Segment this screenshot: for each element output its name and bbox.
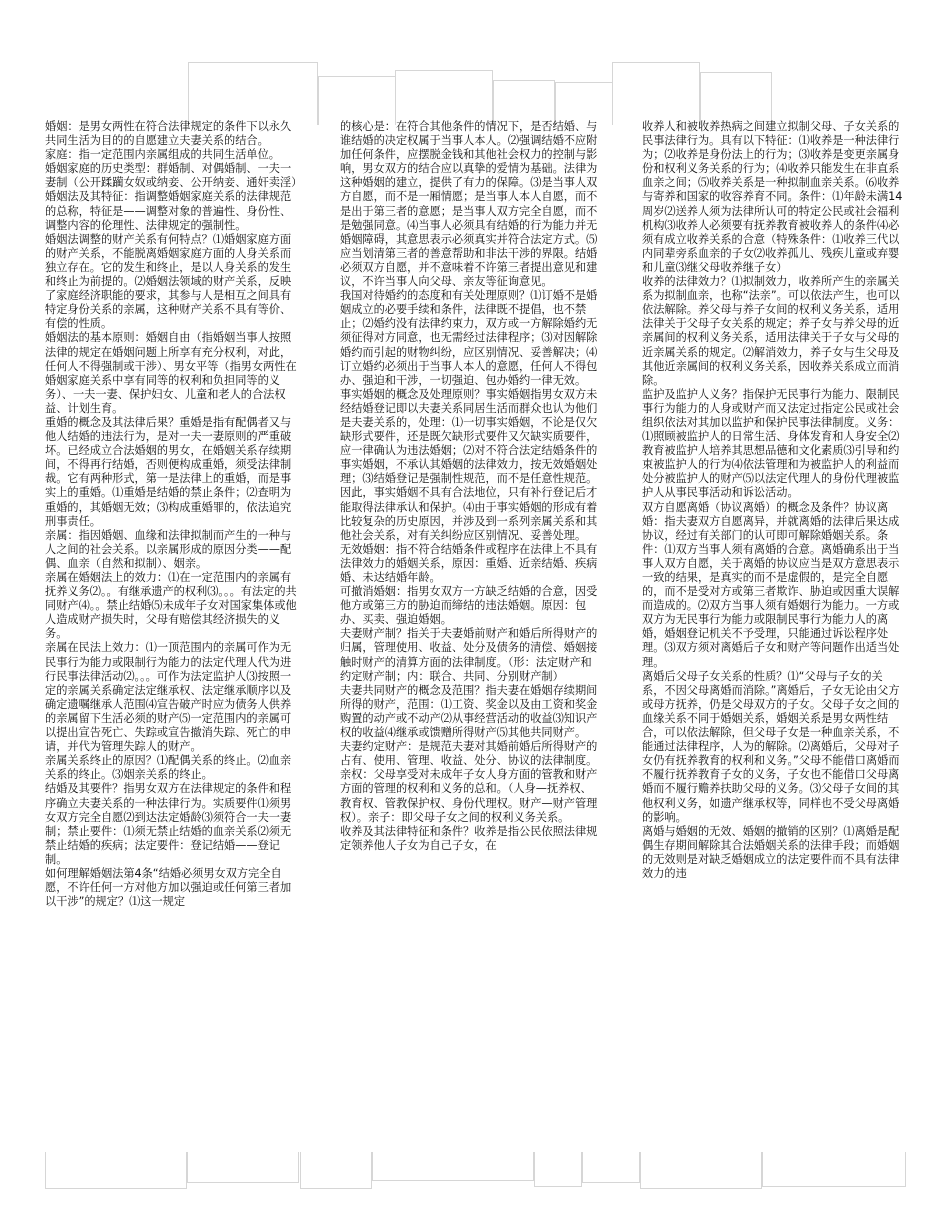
para-article-4: 如何理解婚姻法第4条“结婚必须男女双方完全自愿，不许任何一方对他方加以强迫或任何第三者加以干涉”的规定？⑴这一规定 xyxy=(45,866,292,909)
para-voidable-marriage: 可撤消婚姻：指男女双方一方缺乏结婚的合意，因受他方或第三方的胁迫而缔结的违法婚姻。原因：包办、买卖、强迫婚姻。 xyxy=(340,585,598,627)
para-marriage-definition: 婚姻：是男女两性在符合法律规定的条件下以永久共同生活为目的的自愿建立夫妻关系的结合。 xyxy=(45,120,292,148)
para-marital-property-system: 夫妻财产制？指关于夫妻婚前财产和婚后所得财产的归属，管理使用、收益、处分及债务的清偿、婚姻接触时财产的清算方面的法律制度。（形：法定财产和约定财产制；内：联合、共同、分别财产制） xyxy=(340,627,598,683)
para-family-definition: 家庭：指一定范围内亲属组成的共同生活单位。 xyxy=(45,148,280,162)
header-frame-3 xyxy=(395,70,493,125)
footer-frame-5 xyxy=(534,1152,582,1187)
para-de-facto-marriage: 事实婚姻的概念及处理原则？事实婚姻指男女双方未经结婚登记即以夫妻关系同居生活而群众也认为他们是夫妻关系的，处理：⑴一切事实婚姻，不论是仅欠缺形式要件，还是既欠缺形式要件又欠缺实质要件，应一律确认为违法婚姻；⑵对不符合法定结婚条件的事实婚姻，不承认其婚姻的法律效力，按无效婚姻处理；⑶结婚登记是强制性规范，而不是任意性规范。因此，事实婚姻不具有合法地位，只有补行登记后才能取得法律承认和保护。⑷由于事实婚姻的形成有着比较复杂的历史原因，并涉及到一系列亲属关系和其他社会关系，对有关纠纷应区别情况、妥善处理。 xyxy=(340,387,598,542)
para-relatives-civil-law-effect: 亲属在民法上效力：⑴一顶范围内的亲属可作为无民事行为能力或限制行为能力的法定代理人代为进行民事法律活动⑵。。。可作为法定监护人⑶按照一定的亲属关系确定法定继承权、法定继承顺序以及确定遗嘱继承人范围⑷宣告破产时应为债务人供养的亲属留下生活必须的财产⑸一定范围内的亲属可以提出宣告死亡、失踪或宣告撤消失踪、死亡的申请，并代为管理失踪人的财产。 xyxy=(45,641,292,754)
text-column-3 xyxy=(642,120,904,881)
text-column-1 xyxy=(45,120,303,909)
para-divorce-vs-void: 离婚与婚姻的无效、婚姻的撤销的区别？⑴离婚是配偶生存期间解除其合法婚姻关系的法律手段；而婚姻的无效则是对缺乏婚姻成立的法定要件而不具有法律效力的违 xyxy=(642,824,900,880)
para-relatives: 亲属：指因婚姻、血缘和法律拟制而产生的一种与人之间的社会关系。以亲属形成的原因分类——配偶、血亲（自然和拟制）、姻亲。 xyxy=(45,528,292,570)
para-void-marriage: 无效婚姻：指不符合结婚条件或程序在法律上不具有法律效力的婚姻关系，原因：重婚、近亲结婚、疾病婚、未达结婚年龄。 xyxy=(340,542,598,584)
footer-frame-1 xyxy=(45,1152,187,1189)
para-basic-principles: 婚姻法的基本原则：婚姻自由（指婚姻当事人按照法律的规定在婚姻问题上所享有充分权利，对此，任何人不得强制或干涉）、男女平等（指男女两性在婚姻家庭关系中享有同等的权利和负担同等的义务）、一夫一妻、保护妇女、儿童和老人的合法权益、计划生育。 xyxy=(45,331,297,415)
para-parental-rights: 亲权：父母享受对未成年子女人身方面的管教和财产方面的管理的权利和义务的总和。（人身—抚养权、教育权、管教保护权、身份代理权。财产—财产管理权）。亲子：即父母子女之间的权利义务关系。 xyxy=(340,768,598,824)
para-marriage-history-types: 婚姻家庭的历史类型：群婚制、对偶婚制、一夫一妻制（公开蹂躏女奴或纳妾、公开纳妾、通奸卖淫） xyxy=(45,162,303,190)
para-adoption-effect: 收养的法律效力？⑴拟制效力，收养所产生的亲属关系为拟制血亲，也称“法亲”。可以依法产生，也可以依法解除。养父母与养子女间的权利义务关系，适用法律关于父母子女关系的规定；养子女与养父母的近亲属间的权利义务关系，适用法律关于子女与父母的近亲属关系的规定。⑵解消效力，养子女与生父母及其他近亲属间的权利义务关系，因收养关系成立而消除。 xyxy=(642,275,900,387)
para-relatives-termination: 亲属关系终止的原因？⑴配偶关系的终止。⑵血亲关系的终止。⑶姻亲关系的终止。 xyxy=(45,754,292,782)
para-adoption-cont: 收养人和被收养热病之间建立拟制父母、子女关系的民事法律行为。具有以下特征：⑴收养是一种法律行为；⑵收养是身份法上的行为；⑶收养是变更亲属身份和权利义务关系的行为；⑷收养只能发生在非直系血亲之间；⑸收养关系是一种拟制血亲关系。⑹收养与寄养和国家的收容养育不同。条件：⑴年龄未满14周岁⑵送养人须为法律所认可的特定公民或社会福利机构⑶收养人必须要有抚养教育被收养人的条件⑷必须有成立收养关系的合意（特殊条件：⑴收养三代以内同辈旁系血亲的子女⑵收养孤儿、残疾儿童或弃婴和儿童⑶继父母收养继子女） xyxy=(642,120,903,274)
para-post-divorce-parent-child: 离婚后父母子女关系的性质？⑴“父母与子女的关系，不因父母离婚而消除。”离婚后，子女无论由父方或母方抚养，仍是父母双方的子女。父母子女之间的血缘关系不同于婚姻关系，婚姻关系是男女两性结合，可以依法解除，但父母子女是一种血亲关系，不能通过法律程序，人为的解除。⑵离婚后，父母对子女仍有抚养教育的权利和义务。”父母不能借口离婚而不履行抚养教育子女的义务，子女也不能借口父母离婚而不履行赡养扶助父母的义务。⑶父母子女间的其他权利义务，如遗产继承权等，同样也不受父母离婚的影响。 xyxy=(642,669,900,824)
footer-frame-2 xyxy=(187,1152,299,1183)
text-column-2 xyxy=(340,120,602,853)
para-guardianship: 监护及监护人义务？指保护无民事行为能力、限制民事行为能力的人身或财产而又法定过指定公民或社会组织依法对其加以监护和保护民事法律制度。义务：⑴照顾被监护人的日常生活、身体发育和人身安全⑵教育被监护人培养其思想品德和文化素质⑶引导和约束被监护人的行为⑷依法管理和为被监护人的利益而处分被监护人的财产⑸以法定代理人的身份代理被监护人从事民事活动和诉讼活动。 xyxy=(642,387,900,500)
header-frame-1 xyxy=(188,62,318,125)
para-article-4-cont: 的核心是：在符合其他条件的情况下，是否结婚、与谁结婚的决定权属于当事人本人。⑵强调结婚不应附加任何条件，应摆脱金钱和其他社会权力的控制与影响，男女双方的结合应以真挚的爱情为基础。法律为这种婚姻的建立，提供了有力的保障。⑶是当事人双方自愿，而不是一厢情愿；是当事人本人自愿，而不是出于第三者的意愿；是当事人双方完全自愿，而不是勉强同意。⑷当事人必须具有结婚的行为能力并无婚姻障碍，其意思表示必须真实并符合法定方式。⑸应当划清第三者的善意帮助和非法干涉的界限。结婚必须双方自愿，并不意味着不许第三者提出意见和建议，不许当事人向父母、亲友等征询意见。 xyxy=(340,120,598,289)
para-marriage-requirements: 结婚及其要件？指男女双方在法律规定的条件和程序确立夫妻关系的一种法律行为。实质要件⑴须男女双方完全自愿⑵到达法定婚龄⑶须符合一夫一妻制；禁止要件：⑴须无禁止结婚的血亲关系⑵须无禁止结婚的疾病；法定要件：登记结婚——登记制。 xyxy=(45,782,292,866)
para-divorce-by-agreement: 双方自愿离婚（协议离婚）的概念及条件？协议离婚：指夫妻双方自愿离异，并就离婚的法律后果达成协议，经过有关部门的认可即可解除婚姻关系。条件：⑴双方当事人须有离婚的合意。离婚确系出于当事人双方自愿，关于离婚的协议应当是双方意思表示一致的结果，是真实的而不是虚假的，是完全自愿的，而不是受对方或第三者欺诈、胁迫或因重大误解而造成的。⑵双方当事人须有婚姻行为能力。一方或双方为无民事行为能力或限制民事行为能力人的离婚，婚姻登记机关不予受理，只能通过诉讼程序处理。⑶双方须对离婚后子女和财产等问题作出适当处理。 xyxy=(642,500,900,669)
para-adoption: 收养及其法律特征和条件？收养是指公民依照法律规定领养他人子女为自己子女，在 xyxy=(340,824,598,852)
footer-frame-8 xyxy=(762,1152,906,1187)
header-frame-6 xyxy=(612,62,700,125)
para-marriage-law-features: 婚姻法及其特征：指调整婚姻家庭关系的法律规范的总称，特征是——调整对象的普遍性、身份性、调整内容的伦理性、法律规定的强制性。 xyxy=(45,190,292,232)
para-joint-property: 夫妻共同财产的概念及范围？指夫妻在婚姻存续期间所得的财产，范围：⑴工资、奖金以及由工资和奖金购置的动产或不动产⑵从事经营活动的收益⑶知识产权的收益⑷继承或馈赠所得财产⑸其他共同财产。 xyxy=(340,683,598,740)
footer-frame-7 xyxy=(640,1152,762,1189)
header-frame-7 xyxy=(700,72,772,125)
para-bigamy: 重婚的概念及其法律后果？重婚是指有配偶者又与他人结婚的违法行为，是对一夫一妻原则的严重破坏。已经成立合法婚姻的男女，在婚姻关系存续期间，不得再行结婚，否则便构成重婚，须受法律制裁。它有两种形式，第一是法律上的重婚，而是事实上的重婚。⑴重婚是结婚的禁止条件；⑵查明为重婚的，其婚姻无效；⑶构成重婚罪的，依法追究刑事责任。 xyxy=(45,415,292,528)
footer-frame-3 xyxy=(300,1152,372,1189)
footer-frame-6 xyxy=(582,1152,640,1183)
para-engagement: 我国对待婚约的态度和有关处理原则？⑴订婚不是婚姻成立的必要手续和条件，法律既不提倡，也不禁止；⑵婚约没有法律约束力，双方或一方解除婚约无须征得对方同意，也无需经过法律程序；⑶对因解除婚约而引起的财物纠纷，应区别情况、妥善解决；⑷订立婚约必须出于当事人本人的意愿，任何人不得包办、强迫和干涉，一切强迫、包办婚约一律无效。 xyxy=(340,289,598,387)
para-property-relations: 婚姻法调整的财产关系有何特点？⑴婚姻家庭方面的财产关系，不能脱离婚姻家庭方面的人身关系而独立存在。它的发生和终止，是以人身关系的发生和终止为前提的。⑵婚姻法领域的财产关系，反映了家庭经济职能的要求，其参与人是相互之间具有特定身份关系的亲属，这种财产关系不具有等价、有偿的性质。 xyxy=(45,232,292,331)
para-relatives-marriage-law-effect: 亲属在婚姻法上的效力：⑴在一定范围内的亲属有抚养义务⑵。。有继承遗产的权利⑶。。。有法定的共同财产⑷。。禁止结婚⑸未成年子女对国家集体或他人造成财产损失时，父母有赔偿其经济损失的义务。 xyxy=(45,571,297,641)
header-frame-2 xyxy=(318,76,396,125)
footer-frame-4 xyxy=(372,1152,534,1181)
header-frame-4 xyxy=(493,80,555,125)
header-frame-5 xyxy=(555,82,613,125)
para-agreed-property: 夫妻约定财产：是规范夫妻对其婚前婚后所得财产的占有、使用、管理、收益、处分、协议的法律制度。 xyxy=(340,740,598,768)
